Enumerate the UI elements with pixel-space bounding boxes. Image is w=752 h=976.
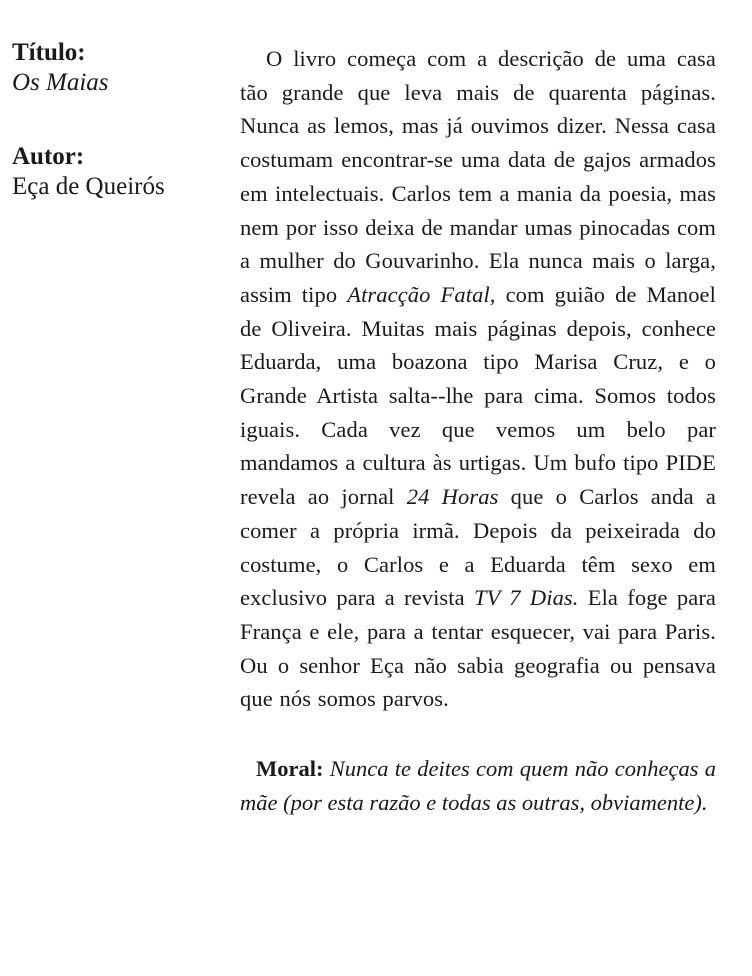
- magazine-title: TV 7 Dias.: [473, 585, 579, 611]
- film-title: Atracção Fatal,: [347, 281, 496, 307]
- author-label: Autor:: [12, 143, 85, 170]
- summary-text-part-1: O livro começa com a descrição de uma casa tão grande que leva mais de quarenta páginas. Nunca as lemos, mas já ouvimos dizer. Nessa casa costumam encontrar-se uma data de gajos armados em intelectuais. Carlos tem a mania da poesia, mas nem por isso deixa de mandar umas pinocadas com a mulher do Gouvarinho. Ela nunca mais o larga, assim tipo: [240, 46, 716, 307]
- spacer: [12, 98, 232, 142]
- summary-text-part-2: com guião de Manoel de Oliveira. Muitas mais páginas depois, conhece Eduarda, uma boazona tipo Marisa Cruz, e o Grande Artista salta--lhe para cima. Somos todos iguais. Cada vez que vemos um belo par mandamos a cultura às urtigas. Um bufo tipo PIDE revela ao jornal: [240, 281, 716, 510]
- summary-text-part-3: que o Carlos anda a comer a própria irmã. Depois da peixeirada do costume, o Carlos e a Eduarda têm sexo em exclusivo para a revista: [240, 484, 716, 611]
- moral-label: Moral:: [256, 756, 324, 782]
- summary-column: [240, 42, 716, 819]
- summary-paragraph: [240, 42, 716, 716]
- author-value: Eça de Queirós: [12, 173, 165, 200]
- newspaper-title: 24 Horas: [406, 484, 499, 510]
- moral-text: Nunca te deites com quem não conheças a mãe (por esta razão e todas as outras, obviamente).: [240, 756, 716, 815]
- book-info-sidebar: [12, 38, 232, 202]
- title-label: Título:: [12, 39, 86, 66]
- title-value: Os Maias: [12, 69, 109, 96]
- moral-paragraph: [240, 752, 716, 819]
- summary-text-part-4: Ela foge para França e ele, para a tentar esquecer, vai para Paris. Ou o senhor Eça não sabia geografia ou pensava que nós somos parvos.: [240, 585, 716, 712]
